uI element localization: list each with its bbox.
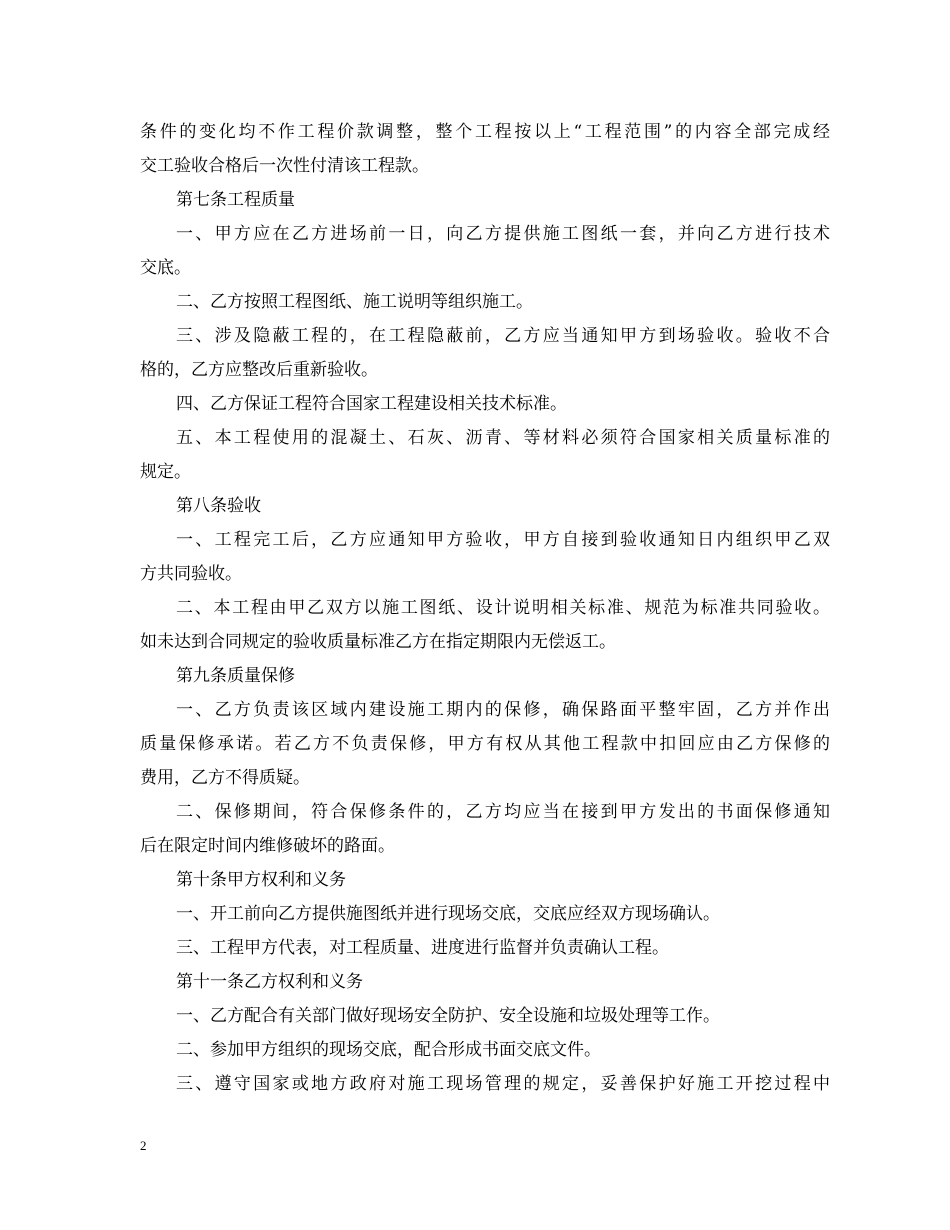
section-heading: 第十条甲方权利和义务 [176,870,346,890]
text-line: 一、工程完工后，乙方应通知甲方验收，甲方自接到验收通知日内组织甲乙双 [176,530,830,550]
text-line: 二、保修期间，符合保修条件的，乙方均应当在接到甲方发出的书面保修通知 [176,802,830,822]
section-heading: 第十一条乙方权利和义务 [176,972,363,992]
section-heading: 第八条验收 [176,496,261,516]
text-line: 后在限定时间内维修破坏的路面。 [140,836,395,856]
text-line: 如未达到合同规定的验收质量标准乙方在指定期限内无偿返工。 [140,632,616,652]
text-line: 一、乙方负责该区域内建设施工期内的保修，确保路面平整牢固，乙方并作出 [176,700,830,720]
section-heading: 第九条质量保修 [176,666,295,686]
text-line: 规定。 [140,462,191,482]
text-line: 质量保修承诺。若乙方不负责保修，甲方有权从其他工程款中扣回应由乙方保修的 [140,734,830,754]
text-line: 条件的变化均不作工程价款调整，整个工程按以上“工程范围”的内容全部完成经 [140,122,830,142]
document-body [140,115,830,1101]
text-line: 一、开工前向乙方提供施图纸并进行现场交底，交底应经双方现场确认。 [176,904,720,924]
text-line: 三、涉及隐蔽工程的，在工程隐蔽前，乙方应当通知甲方到场验收。验收不合 [176,326,830,346]
text-line: 三、遵守国家或地方政府对施工现场管理的规定，妥善保护好施工开挖过程中 [176,1074,830,1094]
page-number: 2 [140,1138,147,1153]
text-line: 交工验收合格后一次性付清该工程款。 [140,156,429,176]
text-line: 二、参加甲方组织的现场交底，配合形成书面交底文件。 [176,1040,601,1060]
text-line: 方共同验收。 [140,564,242,584]
text-line: 五、本工程使用的混凝土、石灰、沥青、等材料必须符合国家相关质量标准的 [176,428,830,448]
text-line: 费用，乙方不得质疑。 [140,768,310,788]
text-line: 二、乙方按照工程图纸、施工说明等组织施工。 [176,292,533,312]
text-line: 一、乙方配合有关部门做好现场安全防护、安全设施和垃圾处理等工作。 [176,1006,720,1026]
text-line: 一、甲方应在乙方进场前一日，向乙方提供施工图纸一套，并向乙方进行技术 [176,224,830,244]
text-line: 四、乙方保证工程符合国家工程建设相关技术标准。 [176,394,567,414]
section-heading: 第七条工程质量 [176,190,295,210]
text-line: 格的，乙方应整改后重新验收。 [140,360,378,380]
text-line: 交底。 [140,258,191,278]
text-line: 二、本工程由甲乙双方以施工图纸、设计说明相关标准、规范为标准共同验收。 [176,598,830,618]
text-line: 三、工程甲方代表，对工程质量、进度进行监督并负责确认工程。 [176,938,669,958]
